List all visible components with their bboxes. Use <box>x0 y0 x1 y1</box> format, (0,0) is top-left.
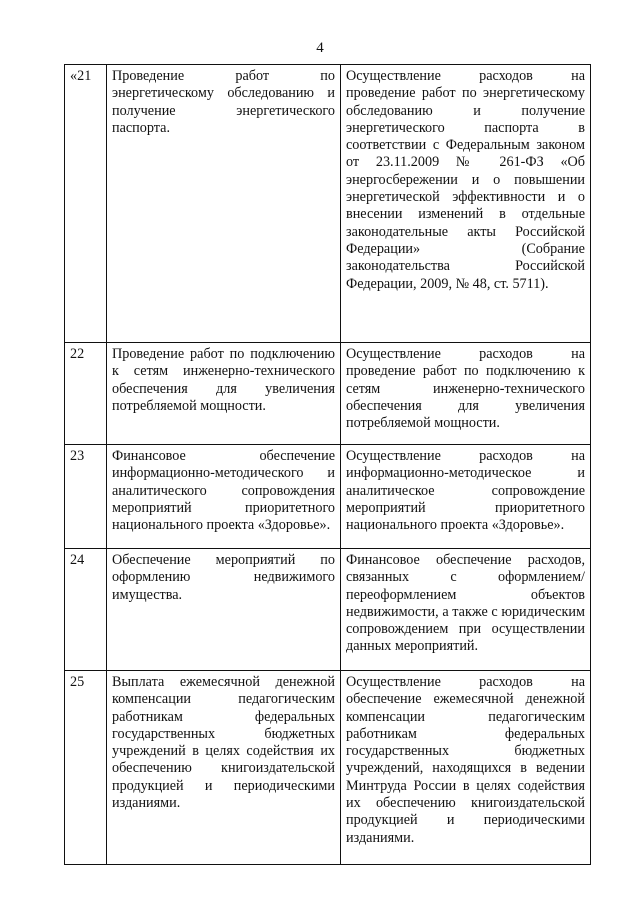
row-name: Проведение работ по подключению к сетям инженерно-технического обеспечения для увеличения потребляемой мощности. <box>107 343 341 445</box>
row-description: Осуществление расходов на обеспечение ежемесячной денежной компенсации педагогическим работникам федеральных государственных бюджетных учреждений, находящихся в ведении Минтруда России в целях содействия их обеспечению книгоиздательской продукцией и периодическими изданиями. <box>341 671 591 865</box>
row-description: Осуществление расходов на проведение работ по энергетическому обследованию и получение энергетического паспорта в соответствии с Федеральным законом от 23.11.2009 № 261-ФЗ «Об энергосбережении и о повышении энергетической эффективности и о внесении изменений в отдельные законодательные акты Российской Федерации» (Собрание законодательства Российской Федерации, 2009, № 48, ст. 5711). <box>341 65 591 343</box>
table-row <box>65 343 591 445</box>
row-name: Финансовое обеспечение информационно-методического и аналитического сопровождения мероприятий приоритетного национального проекта «Здоровье». <box>107 445 341 549</box>
row-name: Обеспечение мероприятий по оформлению недвижимого имущества. <box>107 549 341 671</box>
row-number: «21 <box>65 65 107 343</box>
row-number: 23 <box>65 445 107 549</box>
row-number: 25 <box>65 671 107 865</box>
row-description: Осуществление расходов на информационно-методическое и аналитическое сопровождение мероприятий приоритетного национального проекта «Здоровье». <box>341 445 591 549</box>
table-row <box>65 671 591 865</box>
row-name: Проведение работ по энергетическому обследованию и получение энергетического паспорта. <box>107 65 341 343</box>
expense-table <box>64 64 591 865</box>
table-row <box>65 549 591 671</box>
row-description: Финансовое обеспечение расходов, связанных с оформлением/переоформлением объектов недвижимости, а также с юридическим сопровождением при осуществлении данных мероприятий. <box>341 549 591 671</box>
table-row <box>65 65 591 343</box>
row-number: 22 <box>65 343 107 445</box>
row-description: Осуществление расходов на проведение работ по подключению к сетям инженерно-технического обеспечения для увеличения потребляемой мощности. <box>341 343 591 445</box>
row-name: Выплата ежемесячной денежной компенсации педагогическим работникам федеральных государственных бюджетных учреждений в целях содействия их обеспечению книгоиздательской продукцией и периодическими изданиями. <box>107 671 341 865</box>
row-number: 24 <box>65 549 107 671</box>
page-number: 4 <box>316 40 324 56</box>
table-row <box>65 445 591 549</box>
